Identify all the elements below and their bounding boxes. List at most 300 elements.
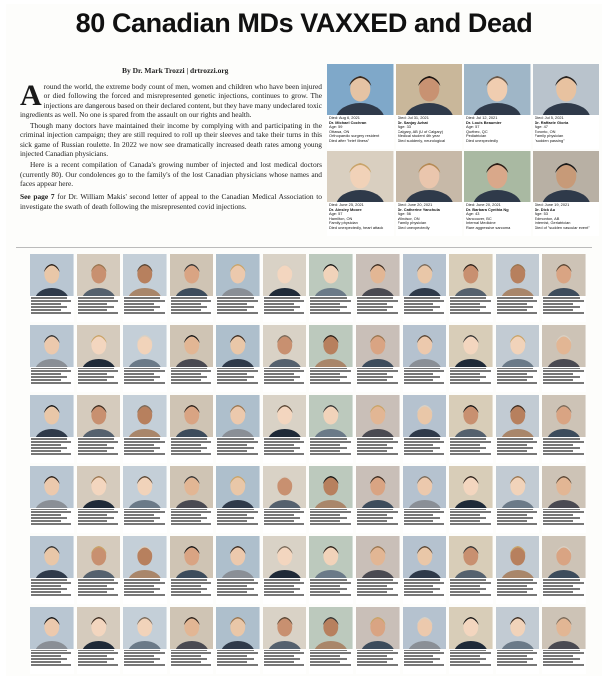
portrait-card [403, 466, 447, 534]
portrait-caption [264, 509, 307, 531]
byline: By Dr. Mark Trozzi | drtrozzi.org [122, 66, 229, 75]
portrait-photo [542, 395, 586, 437]
article-paragraph: Around the world, the extreme body count of men, women and children who have been injured or died following the forced and misrepresented genetic injections, continues to grow. The injections are dangerous based on their declared content, but they have many undeclared toxic ingredients as well. No one is spared from the assault on our rights and health. [20, 79, 322, 119]
doctor-name: Dr. Raffaele Gioria [534, 120, 569, 125]
portrait-caption [31, 650, 74, 672]
portrait-caption [31, 579, 74, 601]
page-reference: See page 7 [20, 192, 55, 202]
portrait-photo [77, 466, 121, 508]
portrait-card [496, 536, 540, 604]
portrait-card [170, 536, 214, 604]
headline: 80 Canadian MDs VAXXED and Dead [75, 8, 533, 38]
portrait-card [309, 536, 353, 604]
doctor-location: Calgary, AB (U of Calgary) [397, 129, 444, 134]
death-note: Died unexpectedly [397, 225, 430, 230]
portrait-card [542, 607, 586, 675]
article-paragraph: Though many doctors have maintained their income by complying with and participating in the criminal injection campaign; they are still required to roll up their sleeves and take their turns in this sick game of Russian roulette. In 2022 we now see dramatically increased death rates among young injected Canadian physicians. [20, 121, 322, 159]
doctor-specialty: Orthopaedic surgery resident [329, 134, 380, 138]
portrait-photo [123, 536, 167, 578]
portrait-card [30, 466, 74, 534]
portrait-caption [310, 297, 353, 319]
portrait-card [449, 607, 493, 675]
died-date: Died: June 20, 2021 [466, 203, 501, 207]
portrait-photo [77, 536, 121, 578]
portrait-card [496, 607, 540, 675]
featured-caption [466, 203, 530, 230]
portrait-card [216, 607, 260, 675]
portrait-photo [542, 325, 586, 367]
portrait-caption [171, 438, 214, 460]
featured-card [533, 151, 600, 236]
doctor-location: Windsor, ON [397, 216, 420, 221]
portrait-card [496, 395, 540, 463]
portrait-card [496, 254, 540, 322]
portrait-photo [356, 254, 400, 296]
featured-card [327, 151, 394, 236]
portrait-card [216, 536, 260, 604]
portrait-caption [31, 438, 74, 460]
doctor-specialty: Family physician [534, 134, 564, 138]
doctor-name: Dr. Ainsley Moore [329, 207, 362, 212]
portrait-caption [543, 368, 586, 390]
portrait-card [123, 536, 167, 604]
death-note: Died after "brief illness" [329, 138, 370, 143]
portrait-photo [263, 536, 307, 578]
portrait-card [542, 536, 586, 604]
doctor-location: Vancouver, BC [466, 216, 492, 221]
portrait-photo [123, 466, 167, 508]
portrait-photo [216, 325, 260, 367]
portrait-caption [171, 368, 214, 390]
death-note: Died suddenly, neurological [397, 138, 446, 143]
portrait-caption [357, 368, 400, 390]
portrait-card [216, 254, 260, 322]
portrait-card [496, 466, 540, 534]
portrait-card [77, 607, 121, 675]
portrait-caption [357, 509, 400, 531]
doctor-age: Age: 53 [534, 212, 548, 216]
portrait-photo [542, 536, 586, 578]
portrait-photo [30, 254, 74, 296]
portrait-card [309, 395, 353, 463]
doctor-name: Dr. Michael Cochran [329, 120, 367, 125]
portrait-caption [497, 438, 540, 460]
died-date: Died: Jul 12, 2021 [466, 116, 498, 120]
portrait-caption [217, 509, 260, 531]
doctor-age: Age: 43 [466, 212, 480, 216]
death-note: Died of "sudden vascular event" [534, 225, 590, 230]
doctor-location: Toronto, ON [534, 129, 556, 134]
portrait-card [403, 395, 447, 463]
portrait-photo [309, 254, 353, 296]
portrait-caption [310, 438, 353, 460]
death-note: Died unexpectedly [466, 138, 499, 143]
portrait-caption [497, 650, 540, 672]
portrait-photo [170, 607, 214, 649]
portrait-photo [123, 325, 167, 367]
portrait-caption [264, 297, 307, 319]
portrait-card [263, 466, 307, 534]
portrait-card [30, 395, 74, 463]
article-paragraph: Here is a recent compilation of Canada's growing number of injected and lost medical doctors (currently 80). Our condolences go to the family's of the lost Canadian physicians whose names and faces appear here. [20, 160, 322, 188]
portrait-card [356, 395, 400, 463]
portrait-caption [310, 579, 353, 601]
doctor-specialty: Internist, Geriatrician [534, 221, 571, 225]
portrait-card [216, 395, 260, 463]
doctor-name: Dr. Dick Au [534, 207, 556, 212]
portrait-caption [171, 579, 214, 601]
portrait-photo [356, 536, 400, 578]
portrait-photo [356, 607, 400, 649]
portrait-card [542, 466, 586, 534]
portrait-caption [310, 509, 353, 531]
portrait-card [170, 325, 214, 393]
portrait-caption [450, 368, 493, 390]
portrait-card [356, 254, 400, 322]
portrait-caption [31, 368, 74, 390]
portrait-card [309, 325, 353, 393]
portrait-caption [404, 509, 447, 531]
featured-caption [329, 203, 393, 230]
portrait-caption [264, 368, 307, 390]
portrait-card [403, 536, 447, 604]
portrait-photo [449, 395, 493, 437]
portrait-card [449, 254, 493, 322]
portrait-card [356, 466, 400, 534]
portrait-caption [450, 438, 493, 460]
portrait-photo [449, 607, 493, 649]
portrait-photo [77, 607, 121, 649]
featured-caption [398, 203, 462, 230]
portrait-photo [542, 466, 586, 508]
portrait-card [77, 395, 121, 463]
died-date: Died: Aug 6, 2021 [329, 116, 360, 120]
portrait-card [77, 536, 121, 604]
portrait-caption [450, 650, 493, 672]
portrait-caption [404, 297, 447, 319]
portrait-card [449, 325, 493, 393]
portrait-photo [170, 395, 214, 437]
portrait-caption [124, 368, 167, 390]
portrait-photo [216, 607, 260, 649]
portrait-card [542, 254, 586, 322]
portrait-caption [171, 297, 214, 319]
portrait-caption [543, 650, 586, 672]
portrait-caption [404, 650, 447, 672]
portrait-caption [310, 368, 353, 390]
portrait-caption [171, 650, 214, 672]
portrait-photo [403, 536, 447, 578]
portrait-caption [497, 368, 540, 390]
portrait-photo [77, 325, 121, 367]
portrait-photo [496, 607, 540, 649]
featured-card [464, 151, 531, 236]
portrait-caption [264, 650, 307, 672]
portrait-photo [309, 466, 353, 508]
doctor-location: Québec, QC [466, 129, 488, 134]
portrait-caption [543, 438, 586, 460]
article-body [20, 79, 323, 213]
portrait-photo [496, 536, 540, 578]
portrait-photo [263, 466, 307, 508]
portrait-caption [31, 509, 74, 531]
portrait-photo [263, 395, 307, 437]
portrait-photo [30, 466, 74, 508]
portrait-photo [449, 536, 493, 578]
portrait-photo [263, 607, 307, 649]
portrait-caption [357, 579, 400, 601]
portrait-caption [497, 579, 540, 601]
featured-portraits [327, 64, 599, 236]
portrait-card [123, 466, 167, 534]
doctor-age: Age: 56 [397, 212, 411, 216]
portrait-card [30, 325, 74, 393]
portrait-photo [309, 395, 353, 437]
portrait-caption [543, 579, 586, 601]
portrait-photo [396, 151, 463, 202]
doctor-age: Age: 59 [329, 125, 343, 129]
portrait-photo [533, 151, 600, 202]
portrait-photo [123, 607, 167, 649]
portrait-caption [31, 297, 74, 319]
doctor-location: Hamilton, ON [329, 216, 353, 221]
featured-caption [398, 116, 462, 143]
portrait-caption [404, 579, 447, 601]
portrait-photo [496, 325, 540, 367]
portrait-card [77, 466, 121, 534]
portrait-card [356, 607, 400, 675]
portrait-photo [309, 325, 353, 367]
portrait-photo [216, 254, 260, 296]
portrait-photo [496, 254, 540, 296]
portrait-card [123, 254, 167, 322]
portrait-photo [449, 254, 493, 296]
portrait-caption [543, 297, 586, 319]
portrait-photo [123, 254, 167, 296]
portrait-card [30, 607, 74, 675]
died-date: Died: June 20, 2021 [397, 203, 433, 207]
portrait-caption [450, 297, 493, 319]
featured-card [533, 64, 600, 149]
portrait-photo [403, 395, 447, 437]
portrait-card [77, 325, 121, 393]
portrait-photo [327, 64, 394, 115]
portrait-card [449, 536, 493, 604]
portrait-photo [170, 325, 214, 367]
portrait-card [403, 325, 447, 393]
portrait-card [77, 254, 121, 322]
divider [16, 247, 592, 248]
portrait-photo [309, 536, 353, 578]
doctor-name: Dr. Barbara Cynthia Ng [466, 207, 509, 212]
portrait-card [123, 395, 167, 463]
portrait-photo [30, 607, 74, 649]
newspaper-page [6, 4, 602, 676]
portrait-caption [543, 509, 586, 531]
portrait-caption [78, 509, 121, 531]
died-date: Died: June 25, 2021 [329, 203, 364, 207]
doctor-location: Edmonton, AB [534, 216, 560, 221]
doctor-specialty: Family physician [329, 221, 358, 225]
portrait-photo [327, 151, 394, 202]
portrait-caption [124, 509, 167, 531]
portrait-photo [356, 466, 400, 508]
doctor-specialty: Family physician [397, 221, 427, 225]
portrait-caption [357, 438, 400, 460]
featured-card [396, 151, 463, 236]
portrait-caption [217, 368, 260, 390]
portrait-card [263, 325, 307, 393]
portrait-photo [449, 466, 493, 508]
died-date: Died: Jul 5, 2021 [534, 116, 564, 120]
death-note: Died unexpectedly, heart attack [329, 225, 384, 230]
portrait-grid [30, 254, 586, 674]
portrait-photo [30, 395, 74, 437]
portrait-card [309, 466, 353, 534]
portrait-photo [77, 395, 121, 437]
portrait-card [30, 536, 74, 604]
featured-caption [329, 116, 393, 143]
portrait-card [263, 536, 307, 604]
portrait-card [263, 395, 307, 463]
death-note: Rare aggressive sarcoma [466, 225, 511, 230]
portrait-photo [30, 536, 74, 578]
portrait-caption [78, 650, 121, 672]
portrait-photo [30, 325, 74, 367]
portrait-caption [124, 579, 167, 601]
portrait-caption [357, 650, 400, 672]
portrait-caption [450, 509, 493, 531]
portrait-caption [217, 650, 260, 672]
portrait-caption [171, 509, 214, 531]
portrait-card [356, 325, 400, 393]
doctor-name: Dr. Louis Beaumier [466, 120, 502, 125]
portrait-photo [309, 607, 353, 649]
doctor-specialty: Medical student 4th year [397, 134, 440, 138]
portrait-photo [216, 536, 260, 578]
portrait-photo [403, 254, 447, 296]
portrait-caption [217, 579, 260, 601]
portrait-caption [78, 579, 121, 601]
portrait-caption [217, 297, 260, 319]
portrait-photo [216, 395, 260, 437]
portrait-card [216, 325, 260, 393]
portrait-photo [263, 254, 307, 296]
portrait-photo [77, 254, 121, 296]
portrait-photo [464, 64, 531, 115]
portrait-card [170, 607, 214, 675]
portrait-card [123, 325, 167, 393]
portrait-photo [542, 607, 586, 649]
portrait-card [542, 325, 586, 393]
portrait-photo [449, 325, 493, 367]
portrait-card [496, 325, 540, 393]
doctor-location: Ottawa, ON [329, 129, 350, 134]
portrait-caption [404, 438, 447, 460]
article-paragraph [20, 192, 322, 211]
portrait-card [542, 395, 586, 463]
portrait-caption [264, 438, 307, 460]
featured-card [327, 64, 394, 149]
portrait-photo [356, 395, 400, 437]
portrait-photo [123, 395, 167, 437]
portrait-caption [78, 368, 121, 390]
portrait-caption [404, 368, 447, 390]
doctor-specialty: Pediatrician [466, 134, 487, 138]
featured-caption [535, 116, 599, 143]
portrait-caption [78, 297, 121, 319]
portrait-card [170, 395, 214, 463]
portrait-photo [396, 64, 463, 115]
portrait-photo [403, 607, 447, 649]
portrait-card [30, 254, 74, 322]
article-paragraph-text: for Dr. William Makis' second letter of appeal to the Canadian Medical Association to investigate the swath of death following the misrepresented covid injections. [20, 192, 323, 211]
featured-card [396, 64, 463, 149]
portrait-card [403, 254, 447, 322]
portrait-card [309, 254, 353, 322]
portrait-caption [124, 297, 167, 319]
doctor-age: Age: 57 [466, 125, 480, 129]
portrait-photo [496, 395, 540, 437]
died-date: Died: Jul 31, 2021 [397, 116, 429, 120]
portrait-card [356, 536, 400, 604]
portrait-photo [216, 466, 260, 508]
portrait-photo [170, 536, 214, 578]
featured-caption [535, 203, 599, 230]
portrait-caption [217, 438, 260, 460]
portrait-card [170, 466, 214, 534]
portrait-photo [170, 466, 214, 508]
portrait-card [170, 254, 214, 322]
death-note: "sudden passing" [534, 138, 565, 143]
portrait-caption [497, 509, 540, 531]
portrait-card [309, 607, 353, 675]
doctor-age: Age: 57 [329, 212, 343, 216]
portrait-photo [403, 466, 447, 508]
portrait-photo [464, 151, 531, 202]
portrait-card [449, 466, 493, 534]
doctor-name: Dr. Sanjay Azhat [397, 120, 428, 125]
featured-card [464, 64, 531, 149]
portrait-caption [357, 297, 400, 319]
doctor-age: Age: 47 [534, 125, 548, 129]
portrait-photo [356, 325, 400, 367]
died-date: Died: June 19, 2021 [534, 203, 570, 207]
portrait-card [263, 254, 307, 322]
portrait-photo [170, 254, 214, 296]
portrait-caption [78, 438, 121, 460]
portrait-photo [533, 64, 600, 115]
portrait-card [263, 607, 307, 675]
portrait-card [216, 466, 260, 534]
doctor-name: Dr. Catherine Yanchula [397, 207, 440, 212]
portrait-card [123, 607, 167, 675]
portrait-card [403, 607, 447, 675]
featured-caption [466, 116, 530, 143]
portrait-caption [124, 650, 167, 672]
portrait-caption [124, 438, 167, 460]
portrait-photo [263, 325, 307, 367]
doctor-age: Age: 33 [397, 125, 411, 129]
portrait-photo [496, 466, 540, 508]
portrait-caption [450, 579, 493, 601]
doctor-specialty: Internal Medicine [466, 221, 496, 225]
portrait-caption [497, 297, 540, 319]
portrait-card [449, 395, 493, 463]
portrait-caption [310, 650, 353, 672]
portrait-photo [542, 254, 586, 296]
portrait-photo [403, 325, 447, 367]
